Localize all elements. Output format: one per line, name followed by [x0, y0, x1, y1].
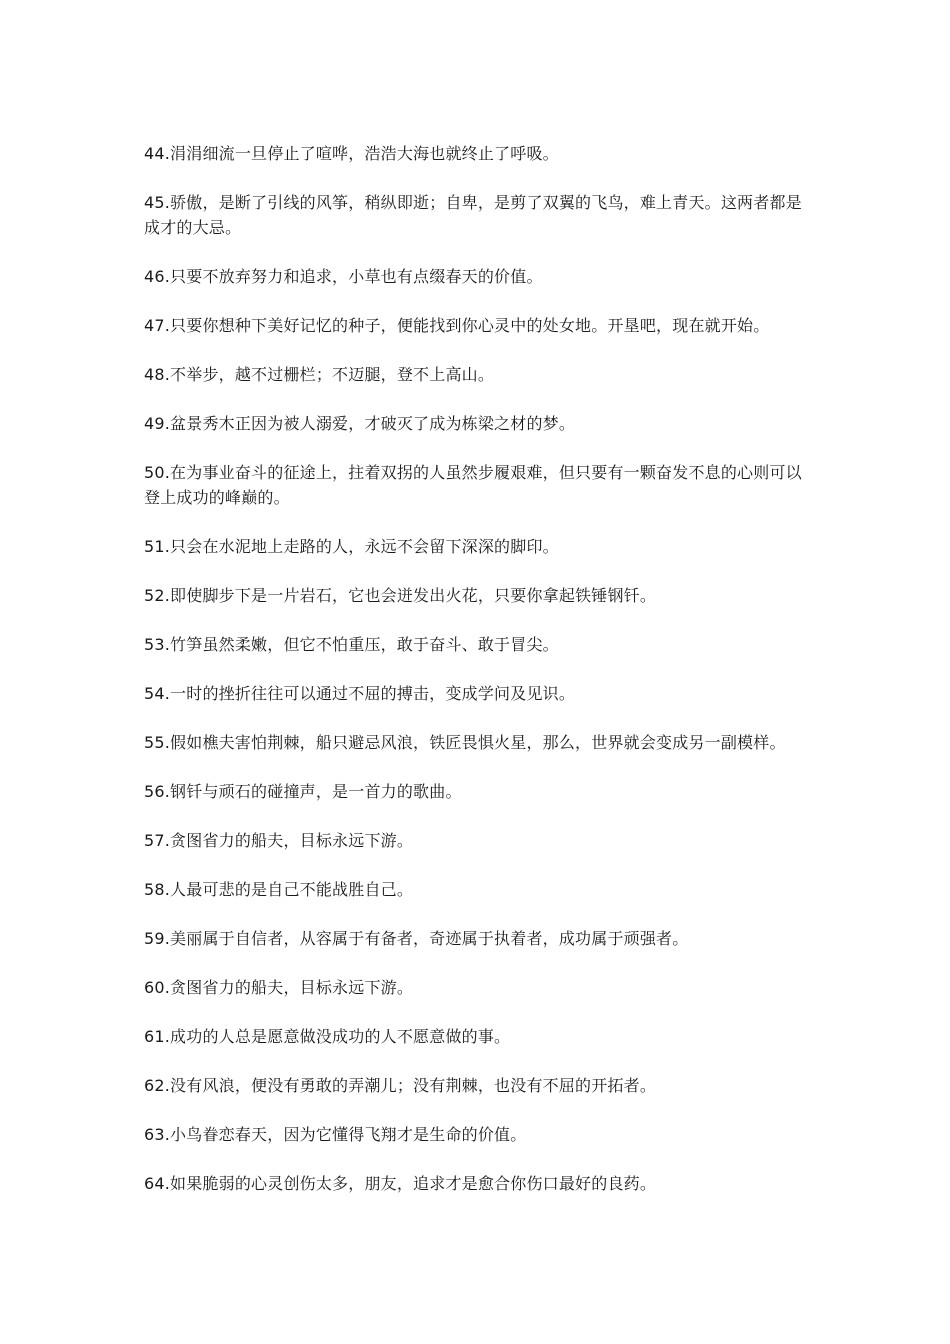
quote-64: 64.如果脆弱的心灵创伤太多，朋友，追求才是愈合你伤口最好的良药。 [144, 1174, 657, 1193]
quote-58: 58.人最可悲的是自己不能战胜自己。 [144, 880, 414, 899]
quote-47: 47.只要你想种下美好记忆的种子，便能找到你心灵中的处女地。开垦吧，现在就开始。 [144, 316, 770, 335]
quote-55: 55.假如樵夫害怕荆棘，船只避忌风浪，铁匠畏惧火星，那么，世界就会变成另一副模样。 [144, 733, 786, 752]
quote-52: 52.即使脚步下是一片岩石，它也会迸发出火花，只要你拿起铁锤钢钎。 [144, 586, 657, 605]
quote-45: 45.骄傲，是断了引线的风筝，稍纵即逝；自卑，是剪了双翼的飞鸟，难上青天。这两者都是成才的大忌。 [144, 193, 802, 237]
quote-44: 44.涓涓细流一旦停止了喧哗，浩浩大海也就终止了呼吸。 [144, 144, 559, 163]
quote-49: 49.盆景秀木正因为被人溺爱，才破灭了成为栋梁之材的梦。 [144, 414, 576, 433]
quote-56: 56.钢钎与顽石的碰撞声，是一首力的歌曲。 [144, 782, 462, 801]
quote-63: 63.小鸟眷恋春天，因为它懂得飞翔才是生命的价值。 [144, 1125, 527, 1144]
quote-61: 61.成功的人总是愿意做没成功的人不愿意做的事。 [144, 1027, 511, 1046]
quote-54: 54.一时的挫折往往可以通过不屈的搏击，变成学问及见识。 [144, 684, 576, 703]
quote-50: 50.在为事业奋斗的征途上，拄着双拐的人虽然步履艰难，但只要有一颗奋发不息的心则可以登上成功的峰巅的。 [144, 463, 802, 507]
quote-51: 51.只会在水泥地上走路的人，永远不会留下深深的脚印。 [144, 537, 559, 556]
quote-57: 57.贪图省力的船夫，目标永远下游。 [144, 831, 414, 850]
quote-46: 46.只要不放弃努力和追求，小草也有点缀春天的价值。 [144, 267, 543, 286]
quote-59: 59.美丽属于自信者，从容属于有备者，奇迹属于执着者，成功属于顽强者。 [144, 929, 689, 948]
quote-53: 53.竹笋虽然柔嫩，但它不怕重压，敢于奋斗、敢于冒尖。 [144, 635, 559, 654]
quote-60: 60.贪图省力的船夫，目标永远下游。 [144, 978, 414, 997]
quote-62: 62.没有风浪，便没有勇敢的弄潮儿；没有荆棘，也没有不屈的开拓者。 [144, 1076, 657, 1095]
quote-48: 48.不举步，越不过栅栏；不迈腿，登不上高山。 [144, 365, 495, 384]
quote-list [144, 141, 810, 1220]
